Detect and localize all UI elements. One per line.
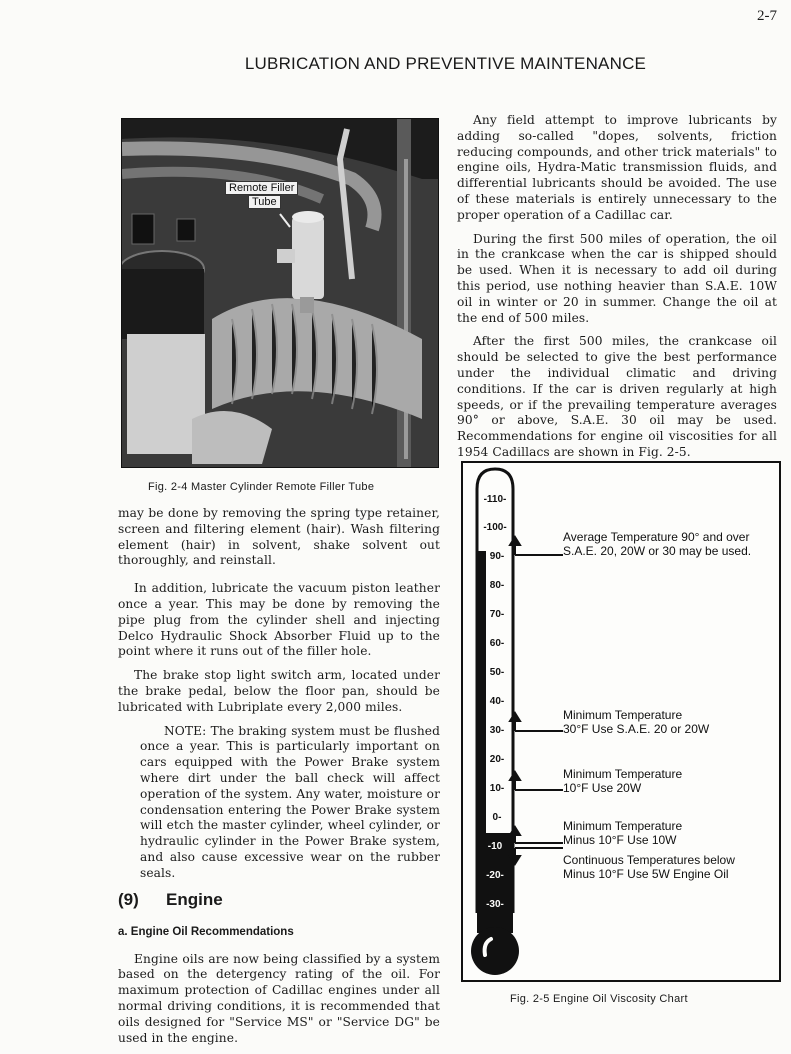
paragraph-engine-oils: Engine oils are now being classified by a system based on the detergency rating of the oil. For maximum protection of Cadillac engines under all normal driving conditions, it is recommended that oils designed for "Service MS" or "Service DG" be used in the engine. [118, 951, 440, 1045]
note-brake-flush: NOTE: The braking system must be flushed once a year. This is particularly important on cars equipped with the Power Brake system where dirt under the ball check will affect operation of the system. Any water, moisture or condensation entering the Power Brake system will etch the master cylinder, wheel cylinder, or hydraulic cylinder in the Power Brake system, and also cause excessive wear on the rubber seals. [140, 723, 440, 880]
svg-text:30-: 30- [489, 725, 505, 736]
svg-text:20-: 20- [489, 754, 505, 765]
running-head: LUBRICATION AND PREVENTIVE MAINTENANCE [244, 54, 647, 73]
svg-text:40-: 40- [489, 696, 505, 707]
annotation-line: 10°F Use 20W [563, 781, 642, 795]
annotation-line: Average Temperature 90° and over [563, 530, 750, 544]
svg-text:-110-: -110- [483, 494, 507, 505]
svg-text:80-: 80- [489, 580, 505, 591]
annotation-line: Minus 10°F Use 5W Engine Oil [563, 867, 729, 881]
paragraph-stop-light-switch: The brake stop light switch arm, located under the brake pedal, below the floor pan, should be lubricated with Lubriplate every 2,000 miles. [118, 668, 440, 714]
paragraph-filter-cleaning: may be done by removing the spring type retainer, screen and filtering element (hair). Wash filtering element (hair) in solvent, shake solvent out thoroughly, and reinstall. [118, 506, 440, 568]
svg-text:70-: 70- [489, 609, 505, 620]
paragraph-field-attempts: Any field attempt to improve lubricants by adding so-called "dopes, solvents, friction reducing compounds, and other trick materials" to engine oils, Hydra-Matic transmission fluids, and differential lubricants should be avoided. The use of these materials is entirely unnecessary to the proper operation of a Cadillac car. [457, 113, 777, 222]
annotation-30f [563, 708, 709, 736]
annotation-line: 30°F Use S.A.E. 20 or 20W [563, 722, 710, 736]
svg-text:-10: -10 [487, 841, 503, 852]
annotation-90-and-over [563, 530, 751, 558]
svg-text:90-: 90- [489, 551, 505, 562]
annotation-line: Minus 10°F Use 10W [563, 833, 677, 847]
annotation-line: Continuous Temperatures below [563, 853, 735, 867]
annotation-line: S.A.E. 20, 20W or 30 may be used. [563, 544, 752, 558]
paragraph-vacuum-piston: In addition, lubricate the vacuum piston leather once a year. This may be done by removing the pipe plug from the cylinder shell and injecting Delco Hydraulic Shock Absorber Fluid up to the point where it runs out of the filler hole. [118, 581, 440, 659]
svg-text:60-: 60- [489, 638, 505, 649]
annotation-minus-10f [563, 819, 682, 847]
right-column [457, 113, 777, 469]
paragraph-first-500-miles: During the first 500 miles of operation, the oil in the crankcase when the car is shipped should be used. When it is necessary to add oil during this period, use nothing heavier than S.A.E. 10W oil in winter or 20 in summer. Change the oil at the end of 500 miles. [457, 231, 777, 325]
remote-filler-label: Remote Filler [225, 181, 298, 195]
svg-text:0-: 0- [492, 812, 502, 823]
figure-2-5-caption: Fig. 2-5 Engine Oil Viscosity Chart [510, 993, 688, 1005]
subsection-heading-oil-recommendations: a. Engine Oil Recommendations [118, 925, 294, 938]
section-number: (9) [118, 889, 139, 909]
engine-bay-illustration [122, 119, 438, 467]
svg-text:-100-: -100- [483, 522, 507, 533]
section-heading-engine [118, 890, 440, 910]
figure-2-4-photo [121, 118, 439, 468]
annotation-below-minus-10f [563, 853, 735, 881]
oil-viscosity-chart [461, 461, 781, 982]
svg-text:-20-: -20- [486, 870, 504, 881]
svg-text:10-: 10- [489, 783, 505, 794]
left-column [118, 506, 440, 1054]
figure-2-4-caption: Fig. 2-4 Master Cylinder Remote Filler Tube [148, 481, 375, 493]
annotation-line: Minimum Temperature [563, 767, 683, 781]
annotation-10f [563, 767, 682, 795]
tube-label: Tube [248, 195, 281, 209]
section-title: Engine [166, 889, 223, 909]
annotation-line: Minimum Temperature [563, 819, 683, 833]
svg-text:50-: 50- [489, 667, 505, 678]
paragraph-after-500-miles: After the first 500 miles, the crankcase oil should be selected to give the best performance under the individual climatic and driving conditions. If the car is driven regularly at high speeds, or if the prevailing temperature averages 90° or above, S.A.E. 30 oil may be used. Recommendations for engine oil viscosities for all 1954 Cadillacs are shown in Fig. 2-5. [457, 334, 777, 459]
annotation-line: Minimum Temperature [563, 708, 683, 722]
svg-text:-30-: -30- [486, 899, 504, 910]
page-number: 2-7 [757, 8, 777, 24]
